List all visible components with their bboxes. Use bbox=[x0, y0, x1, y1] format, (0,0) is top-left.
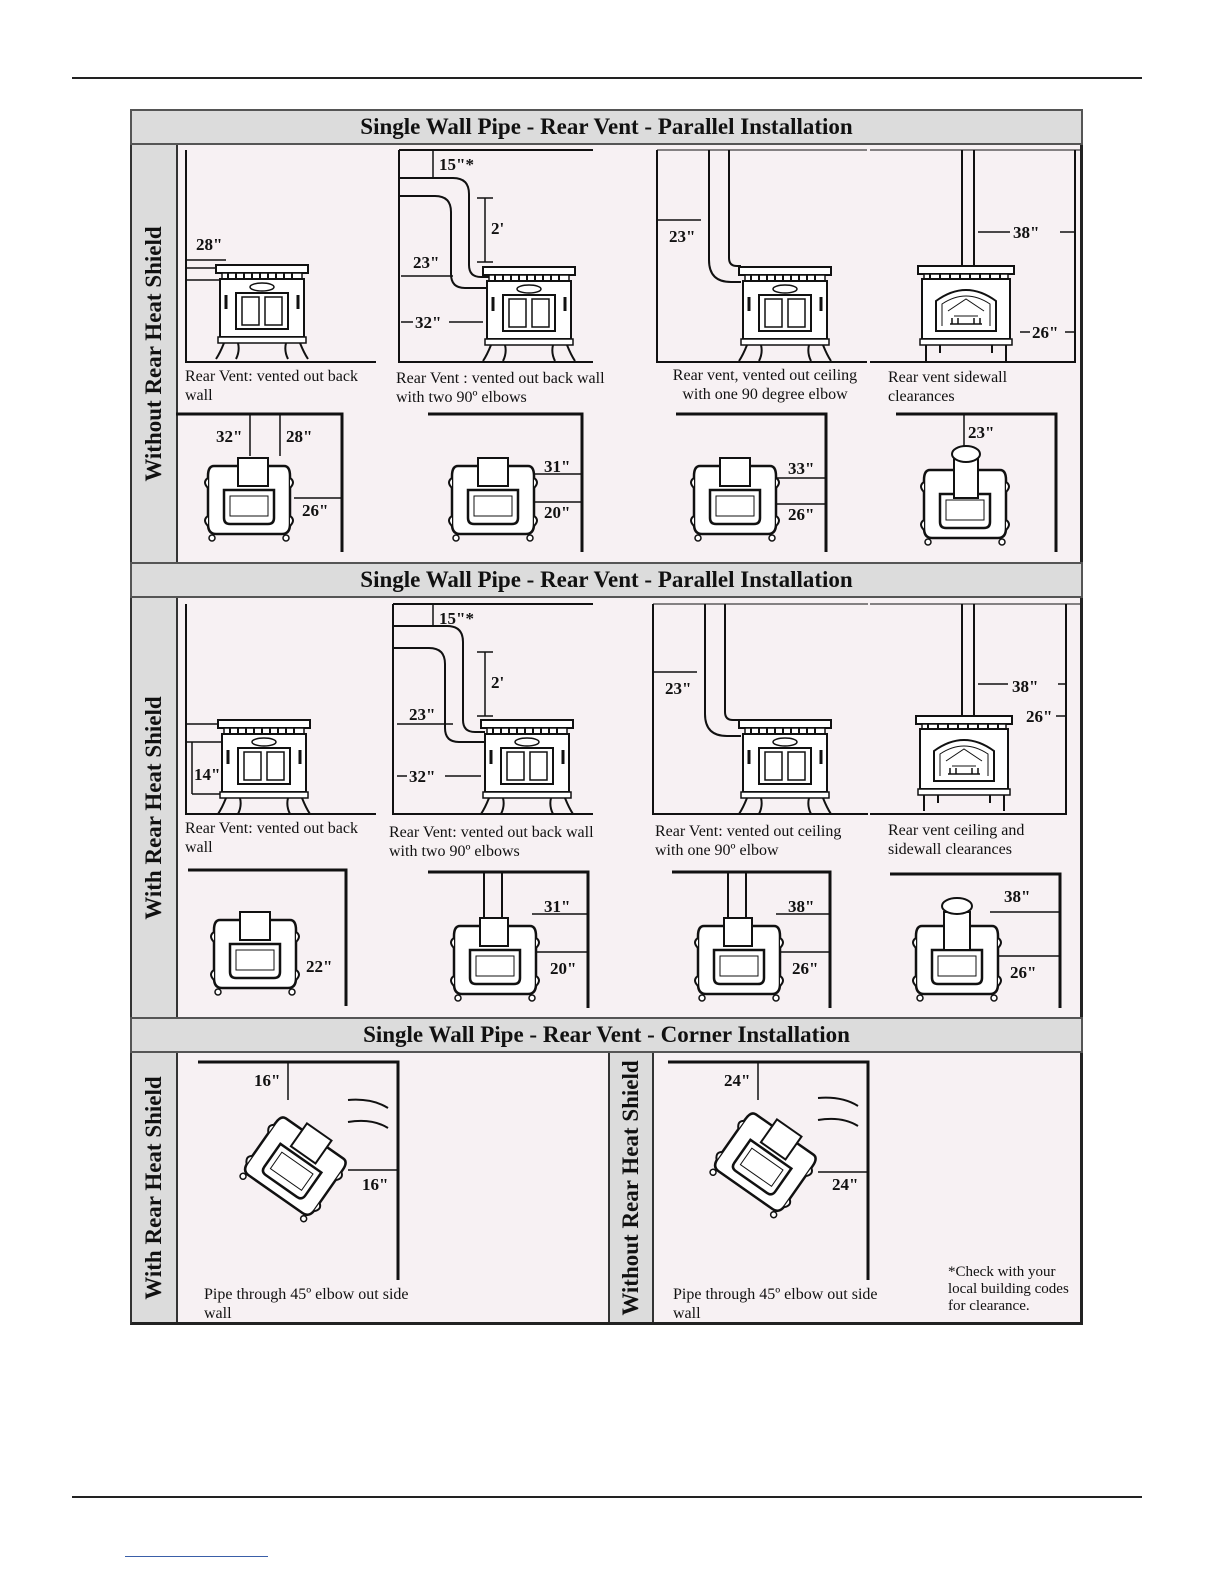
s3-caption-left: Pipe through 45º elbow out side wall bbox=[204, 1286, 409, 1322]
dim: 31" bbox=[544, 457, 571, 476]
dim: 22" bbox=[306, 957, 333, 976]
s1-caption-4: Rear vent sidewall clearances bbox=[888, 369, 1008, 405]
dim: 20" bbox=[550, 959, 577, 978]
dim: 24" bbox=[724, 1071, 751, 1090]
dim: 38" bbox=[788, 897, 815, 916]
s2-plan-2 bbox=[428, 870, 598, 1015]
s3-corner-left bbox=[198, 1060, 408, 1285]
s2-caption-4: Rear vent ceiling and sidewall clearances bbox=[888, 822, 1025, 858]
dim: 24" bbox=[832, 1175, 859, 1194]
section-1-side-label: Without Rear Heat Shield bbox=[132, 145, 178, 563]
s2-caption-1: Rear Vent: vented out back wall bbox=[185, 820, 358, 856]
s1-elev-2 bbox=[393, 150, 603, 365]
dim: 32" bbox=[415, 313, 442, 332]
s2-elev-3 bbox=[653, 604, 868, 816]
dim: 26" bbox=[1026, 707, 1053, 726]
s2-plan-3 bbox=[672, 870, 842, 1015]
s1-plan-3 bbox=[676, 412, 846, 562]
dim: 26" bbox=[788, 505, 815, 524]
section-3-right-label: Without Rear Heat Shield bbox=[608, 1053, 654, 1322]
dim: 15"* bbox=[439, 609, 474, 628]
section-1-title: Single Wall Pipe - Rear Vent - Parallel Installation bbox=[130, 109, 1083, 145]
dim: 32" bbox=[409, 767, 436, 786]
s1-elev-4 bbox=[870, 150, 1080, 365]
dim: 28" bbox=[286, 427, 313, 446]
dim: 28" bbox=[196, 235, 223, 254]
dim: 33" bbox=[788, 459, 815, 478]
dim: 26" bbox=[302, 501, 329, 520]
dim: 15"* bbox=[439, 155, 474, 174]
dim: 23" bbox=[968, 423, 995, 442]
s1-plan-1 bbox=[176, 412, 356, 562]
footer-rule bbox=[72, 1496, 1142, 1498]
s1-caption-1: Rear Vent: vented out back wall bbox=[185, 368, 358, 404]
dim: 23" bbox=[413, 253, 440, 272]
dim: 2' bbox=[491, 219, 505, 238]
code-note: *Check with your local building codes for clearance. bbox=[948, 1264, 1069, 1314]
s1-elev-3 bbox=[657, 150, 867, 365]
s3-corner-right bbox=[668, 1060, 878, 1285]
dim: 38" bbox=[1004, 887, 1031, 906]
s2-elev-4 bbox=[870, 604, 1080, 816]
section-3-left-label: With Rear Heat Shield bbox=[132, 1053, 178, 1322]
dim: 23" bbox=[409, 705, 436, 724]
dim: 14" bbox=[194, 765, 221, 784]
dim: 32" bbox=[216, 427, 243, 446]
s1-plan-2 bbox=[428, 412, 598, 562]
footer-link-line bbox=[125, 1556, 268, 1557]
dim: 16" bbox=[362, 1175, 389, 1194]
dim: 38" bbox=[1012, 677, 1039, 696]
s1-caption-3: Rear vent, vented out ceiling with one 90 degree elbow bbox=[672, 367, 858, 403]
section-3-title: Single Wall Pipe - Rear Vent - Corner Installation bbox=[130, 1017, 1083, 1053]
s3-caption-right: Pipe through 45º elbow out side wall bbox=[673, 1286, 878, 1322]
dim: 16" bbox=[254, 1071, 281, 1090]
s2-plan-1 bbox=[188, 868, 358, 1013]
s2-plan-4 bbox=[890, 872, 1065, 1017]
section-2-title: Single Wall Pipe - Rear Vent - Parallel Installation bbox=[130, 562, 1083, 598]
dim: 2' bbox=[491, 673, 505, 692]
dim: 38" bbox=[1013, 223, 1040, 242]
s2-caption-3: Rear Vent: vented out ceiling with one 90º elbow bbox=[655, 823, 842, 859]
header-rule bbox=[72, 77, 1142, 79]
s1-elev-1 bbox=[176, 150, 376, 365]
dim: 26" bbox=[1010, 963, 1037, 982]
dim: 31" bbox=[544, 897, 571, 916]
s2-elev-1 bbox=[176, 604, 376, 816]
s2-elev-2 bbox=[393, 604, 603, 816]
section-2-side-label: With Rear Heat Shield bbox=[132, 598, 178, 1018]
dim: 26" bbox=[1032, 323, 1059, 342]
dim: 23" bbox=[665, 679, 692, 698]
dim: 23" bbox=[669, 227, 696, 246]
s2-caption-2: Rear Vent: vented out back wall with two 90º elbows bbox=[389, 824, 594, 860]
s1-plan-4 bbox=[896, 412, 1066, 562]
dim: 26" bbox=[792, 959, 819, 978]
s1-caption-2: Rear Vent : vented out back wall with two 90º elbows bbox=[396, 370, 605, 406]
dim: 20" bbox=[544, 503, 571, 522]
